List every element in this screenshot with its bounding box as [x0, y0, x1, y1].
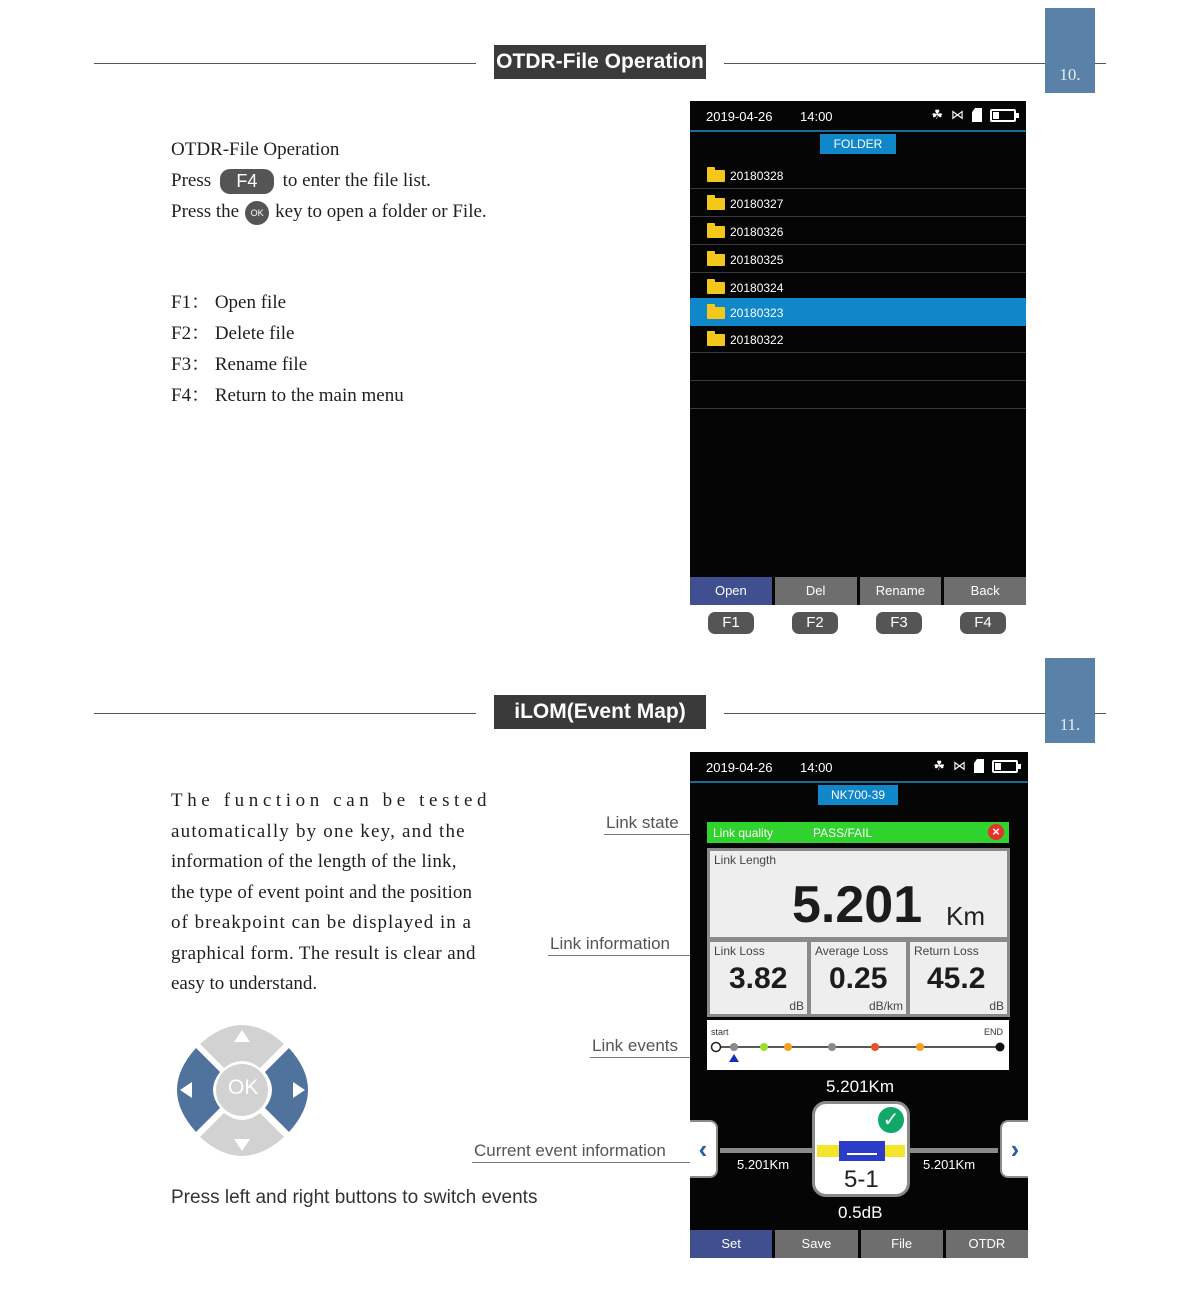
- rename-softkey[interactable]: Rename: [860, 577, 942, 605]
- link-loss-panel: Link Loss 3.82 dB: [707, 939, 810, 1017]
- status-bar: [690, 101, 1026, 129]
- folder-icon: [707, 254, 725, 266]
- link-events-bar: [707, 1020, 1009, 1070]
- event-end-label: END: [983, 1027, 1003, 1037]
- device-label: NK700-39: [818, 785, 898, 805]
- status-bar: [690, 752, 1028, 780]
- file-op-heading: OTDR-File Operation: [171, 139, 340, 160]
- event-point: [730, 1043, 738, 1051]
- sd-card-icon: [974, 759, 984, 773]
- delete-softkey[interactable]: Del: [775, 577, 857, 605]
- event-id: 5-1: [844, 1166, 879, 1193]
- left-distance: 5.201Km: [737, 1157, 790, 1172]
- back-softkey[interactable]: Back: [944, 577, 1026, 605]
- battery-icon: [992, 760, 1018, 773]
- header-rule-left: [94, 713, 476, 714]
- softkey-bar: [690, 577, 1026, 605]
- annotation-current-event: Current event information: [474, 1141, 666, 1160]
- switch-events-caption: Press left and right buttons to switch events: [171, 1187, 538, 1208]
- ok-key-icon: OK: [245, 201, 269, 225]
- link-length-panel: Link Length 5.201 Km: [707, 848, 1010, 940]
- folder-row[interactable]: 20180326: [690, 218, 1026, 245]
- status-time: 14:00: [800, 760, 833, 775]
- f2-key[interactable]: F2: [792, 612, 838, 634]
- event-loss: 0.5dB: [838, 1203, 883, 1222]
- function-item: F2： Delete file: [171, 323, 295, 344]
- folder-row[interactable]: 20180325: [690, 246, 1026, 273]
- folder-icon: [707, 198, 725, 210]
- event-end-point: [996, 1043, 1005, 1052]
- fail-icon: ×: [988, 824, 1004, 840]
- folder-row[interactable]: 20180327: [690, 190, 1026, 217]
- battery-icon: [990, 109, 1016, 122]
- f4-key[interactable]: F4: [960, 612, 1006, 634]
- average-loss-panel: Average Loss 0.25 dB/km: [808, 939, 909, 1017]
- annotation-link-information: Link information: [550, 934, 671, 953]
- event-start-label: start: [711, 1027, 729, 1037]
- right-distance: 5.201Km: [923, 1157, 976, 1172]
- ok-button-label: OK: [228, 1076, 259, 1099]
- annotation-link-state: Link state: [606, 813, 679, 832]
- page-number-tab: 10.: [1045, 8, 1095, 93]
- f4-key-icon: F4: [220, 169, 274, 194]
- folder-icon: [707, 226, 725, 238]
- page-number-tab: 11.: [1045, 658, 1095, 743]
- event-cursor-icon: [729, 1054, 739, 1062]
- function-item: F1： Open file: [171, 292, 287, 313]
- folder-row-selected[interactable]: 20180323: [690, 298, 1026, 326]
- event-distance: 5.201Km: [826, 1077, 895, 1096]
- folder-row[interactable]: 20180322: [690, 326, 1026, 353]
- press-ok-line: Press the OK key to open a folder or File.: [171, 196, 487, 227]
- open-softkey[interactable]: Open: [690, 577, 772, 605]
- file-list-screen: [690, 101, 1026, 605]
- folder-icon: [707, 334, 725, 346]
- pass-check-icon: ✓: [876, 1105, 906, 1135]
- usb-icon: ⋈: [953, 758, 966, 773]
- save-softkey[interactable]: Save: [775, 1230, 857, 1258]
- f1-key[interactable]: F1: [708, 612, 754, 634]
- event-start-point: [712, 1043, 721, 1052]
- folder-icon: [707, 307, 725, 319]
- event-point: [871, 1043, 879, 1051]
- f3-key[interactable]: F3: [876, 612, 922, 634]
- empty-row: [690, 354, 1026, 381]
- event-point: [760, 1043, 768, 1051]
- otdr-softkey[interactable]: OTDR: [946, 1230, 1028, 1258]
- sd-card-icon: [972, 108, 982, 122]
- function-item: F4： Return to the main menu: [171, 385, 404, 406]
- lamp-icon: ☘: [933, 758, 945, 773]
- folder-icon: [707, 170, 725, 182]
- next-event-button[interactable]: ›: [1000, 1120, 1028, 1178]
- previous-event-button[interactable]: ‹: [690, 1120, 718, 1178]
- ilom-screen: [690, 752, 1028, 1258]
- folder-icon: [707, 282, 725, 294]
- set-softkey[interactable]: Set: [690, 1230, 772, 1258]
- header-rule-left: [94, 63, 476, 64]
- folder-row[interactable]: 20180324: [690, 274, 1026, 301]
- softkey-bar: [690, 1230, 1028, 1258]
- section-title: OTDR-File Operation: [494, 45, 706, 79]
- folder-label: FOLDER: [820, 134, 896, 154]
- empty-row: [690, 382, 1026, 409]
- status-time: 14:00: [800, 109, 833, 124]
- annotation-link-events: Link events: [592, 1036, 678, 1055]
- lamp-icon: ☘: [931, 107, 943, 122]
- usb-icon: ⋈: [951, 107, 964, 122]
- return-loss-panel: Return Loss 45.2 dB: [907, 939, 1010, 1017]
- event-point: [828, 1043, 836, 1051]
- file-softkey[interactable]: File: [861, 1230, 943, 1258]
- link-quality-bar: Link quality PASS/FAIL ×: [707, 822, 1009, 843]
- press-f4-line: Press F4 to enter the file list.: [171, 165, 431, 196]
- event-point: [916, 1043, 924, 1051]
- event-point: [784, 1043, 792, 1051]
- section-title: iLOM(Event Map): [494, 695, 706, 729]
- link-length-unit: Km: [946, 901, 985, 931]
- connector-icon: [839, 1141, 885, 1161]
- link-length-value: 5.201: [792, 876, 923, 934]
- status-date: 2019-04-26: [706, 760, 773, 775]
- folder-row[interactable]: 20180328: [690, 162, 1026, 189]
- function-item: F3： Rename file: [171, 354, 308, 375]
- status-date: 2019-04-26: [706, 109, 773, 124]
